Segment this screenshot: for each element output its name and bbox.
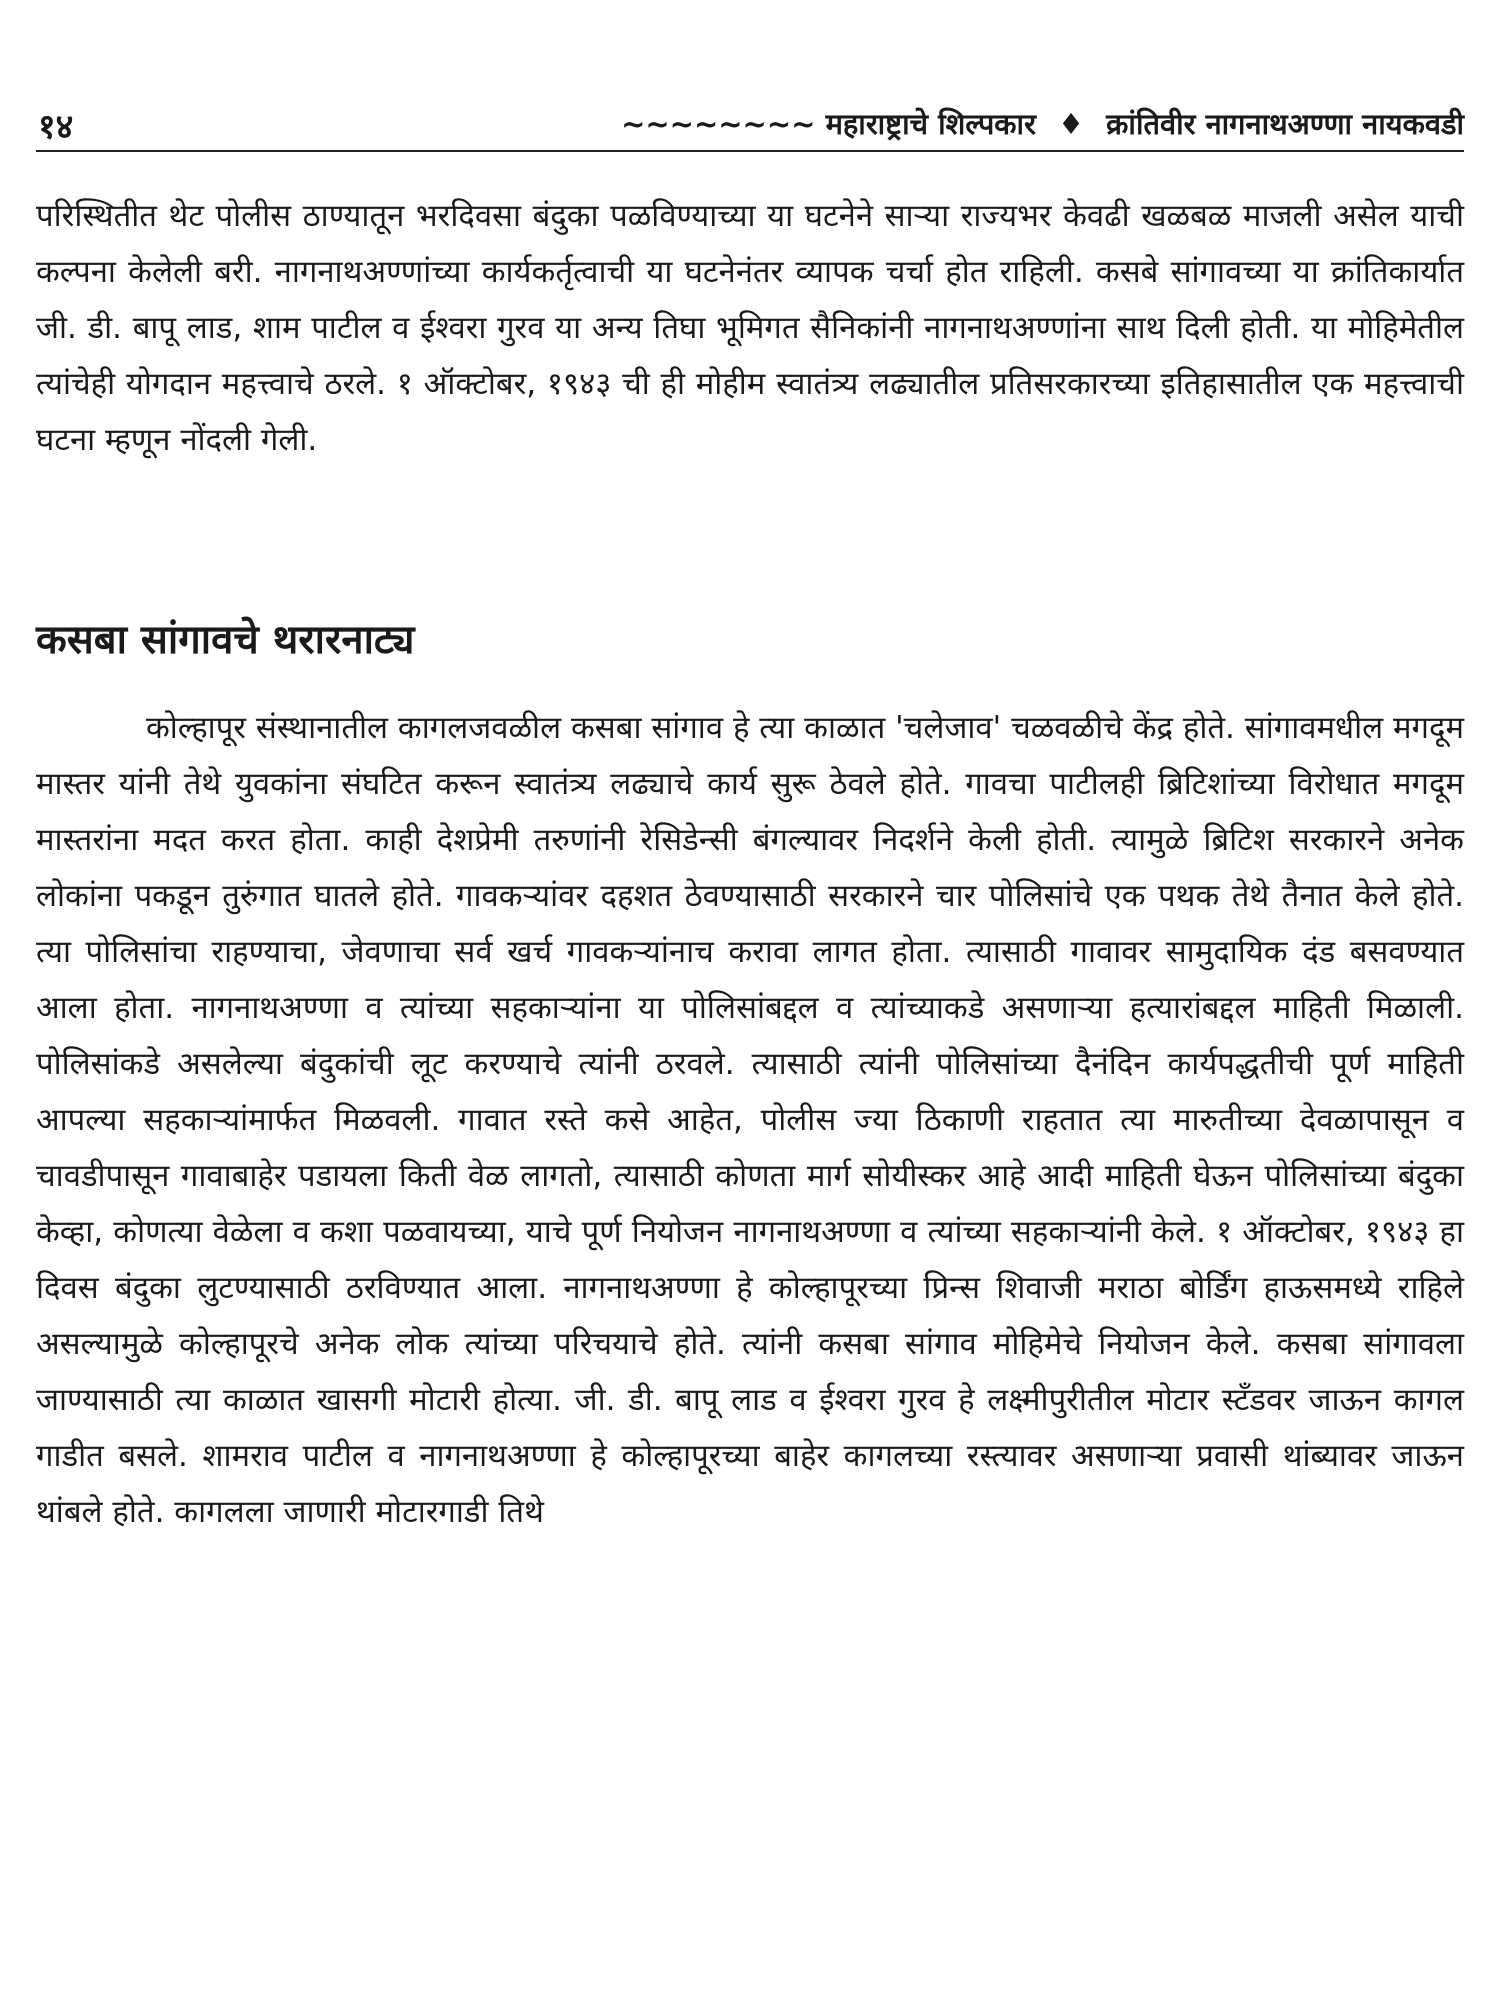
header-separator: ♦ (1058, 107, 1085, 141)
page-number: १४ (38, 107, 74, 147)
paragraph-continuation: परिस्थितीत थेट पोलीस ठाण्यातून भरदिवसा बंदुका पळविण्याच्या या घटनेने साऱ्या राज्यभर केवढी खळबळ माजली असेल याची कल्पना केलेली बरी. नागनाथअण्णांच्या कार्यकर्तृत्वाची या घटनेनंतर व्यापक चर्चा होत राहिली. कसबे सांगावच्या या क्रांतिकार्यात जी. डी. बापू लाड, शाम पाटील व ईश्वरा गुरव या अन्य तिघा भूमिगत सैनिकांनी नागनाथअण्णांना साथ दिली होती. या मोहिमेतील त्यांचेही योगदान महत्त्वाचे ठरले. १ ऑक्टोबर, १९४३ ची ही मोहीम स्वातंत्र्य लढ्यातील प्रतिसरकारच्या इतिहासातील एक महत्त्वाची घटना म्हणून नोंदली गेली. (36, 198, 1464, 458)
chapter-title: क्रांतिवीर नागनाथअण्णा नायकवडी (1106, 107, 1464, 141)
book-page (36, 0, 1464, 2000)
book-title: महाराष्ट्राचे शिल्पकार (825, 107, 1036, 141)
running-title (621, 104, 1464, 143)
section-heading: कसबा सांगावचे थरारनाट्य (36, 617, 415, 663)
running-header (36, 100, 1464, 152)
paragraph-body: कोल्हापूर संस्थानातील कागलजवळील कसबा सांगाव हे त्या काळात 'चलेजाव' चळवळीचे केंद्र होते. सांगावमधील मगदूम मास्तर यांनी तेथे युवकांना संघटित करून स्वातंत्र्य लढ्याचे कार्य सुरू ठेवले होते. गावचा पाटीलही ब्रिटिशांच्या विरोधात मगदूम मास्तरांना मदत करत होता. काही देशप्रेमी तरुणांनी रेसिडेन्सी बंगल्यावर निदर्शने केली होती. त्यामुळे ब्रिटिश सरकारने अनेक लोकांना पकडून तुरुंगात घातले होते. गावकऱ्यांवर दहशत ठेवण्यासाठी सरकारने चार पोलिसांचे एक पथक तेथे तैनात केले होते. त्या पोलिसांचा राहण्याचा, जेवणाचा सर्व खर्च गावकऱ्यांनाच करावा लागत होता. त्यासाठी गावावर सामुदायिक दंड बसवण्यात आला होता. नागनाथअण्णा व त्यांच्या सहकाऱ्यांना या पोलिसांबद्दल व त्यांच्याकडे असणाऱ्या हत्यारांबद्दल माहिती मिळाली. पोलिसांकडे असलेल्या बंदुकांची लूट करण्याचे त्यांनी ठरवले. त्यासाठी त्यांनी पोलिसांच्या दैनंदिन कार्यपद्धतीची पूर्ण माहिती आपल्या सहकाऱ्यांमार्फत मिळवली. गावात रस्ते कसे आहेत, पोलीस ज्या ठिकाणी राहतात त्या मारुतीच्या देवळापासून व चावडीपासून गावाबाहेर पडायला किती वेळ लागतो, त्यासाठी कोणता मार्ग सोयीस्कर आहे आदी माहिती घेऊन पोलिसांच्या बंदुका केव्हा, कोणत्या वेळेला व कशा पळवायच्या, याचे पूर्ण नियोजन नागनाथअण्णा व त्यांच्या सहकाऱ्यांनी केले. १ ऑक्टोबर, १९४३ हा दिवस बंदुका लुटण्यासाठी ठरविण्यात आला. नागनाथअण्णा हे कोल्हापूरच्या प्रिन्स शिवाजी मराठा बोर्डिंग हाऊसमध्ये राहिले असल्यामुळे कोल्हापूरचे अनेक लोक त्यांच्या परिचयाचे होते. त्यांनी कसबा सांगाव मोहिमेचे नियोजन केले. कसबा सांगावला जाण्यासाठी त्या काळात खासगी मोटारी होत्या. जी. डी. बापू लाड व ईश्वरा गुरव हे लक्ष्मीपुरीतील मोटार स्टँडवर जाऊन कागल गाडीत बसले. शामराव पाटील व नागनाथअण्णा हे कोल्हापूरच्या बाहेर कागलच्या रस्त्यावर असणाऱ्या प्रवासी थांब्यावर जाऊन थांबले होते. कागलला जाणारी मोटारगाडी तिथे (36, 710, 1464, 1530)
header-dashes: ~~~~~~~~ (621, 107, 816, 141)
